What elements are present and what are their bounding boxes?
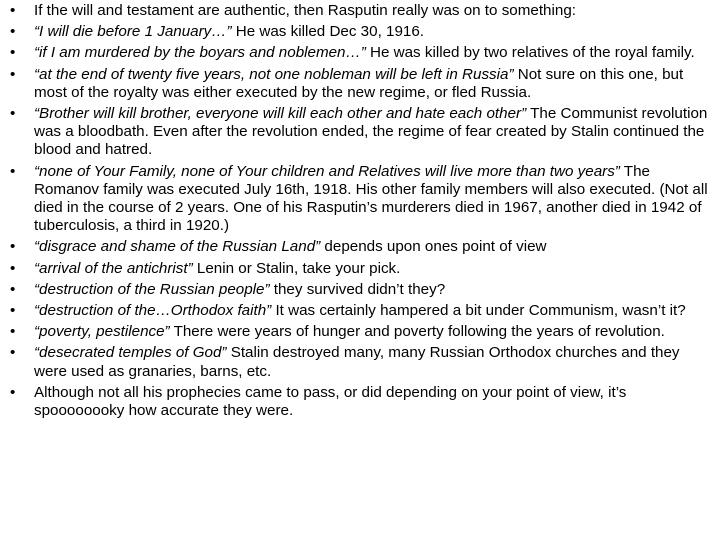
bullet-icon: • <box>10 162 16 180</box>
bullet-text: Although not all his prophecies came to pass, or did depending on your point of view, it’s spoooooooky how accurate they were. <box>34 383 627 420</box>
prophecy-quote: “desecrated temples of God” <box>34 344 227 362</box>
bullet-item <box>4 2 714 20</box>
bullet-item <box>4 163 714 236</box>
bullet-text: The Romanov family was executed July 16th, 1918. His other family members will also executed. (Not all died in the course of 2 years. One of his Rasputin’s murderers died in 1967, another died in 1942 of tuberculosis, a third in 1920.) <box>34 162 708 235</box>
bullet-item <box>4 260 714 278</box>
bullet-text: they survived didn’t they? <box>269 280 446 298</box>
bullet-item <box>4 238 714 256</box>
bullet-icon: • <box>10 238 16 256</box>
bullet-icon: • <box>10 44 16 62</box>
prophecy-quote: “destruction of the Russian people” <box>34 280 270 298</box>
prophecy-quote: “none of Your Family, none of Your children and Relatives will live more than two years” <box>34 162 620 180</box>
bullet-text: He was killed by two relatives of the royal family. <box>365 44 695 62</box>
bullet-icon: • <box>10 259 16 277</box>
bullet-item <box>4 23 714 41</box>
bullet-icon: • <box>10 2 16 19</box>
bullet-text: If the will and testament are authentic, then Rasputin really was on to something: <box>34 2 576 19</box>
bullet-icon: • <box>10 65 16 83</box>
bullet-list <box>4 2 714 420</box>
bullet-item <box>4 44 714 62</box>
bullet-item <box>4 66 714 102</box>
prophecy-quote: “poverty, pestilence” <box>34 323 170 341</box>
bullet-item <box>4 344 714 380</box>
bullet-icon: • <box>10 23 16 41</box>
bullet-icon: • <box>10 323 16 341</box>
bullet-icon: • <box>10 383 16 401</box>
bullet-item <box>4 323 714 341</box>
prophecy-quote: “if I am murdered by the boyars and noblemen…” <box>34 44 366 62</box>
bullet-icon: • <box>10 302 16 320</box>
bullet-text: Lenin or Stalin, take your pick. <box>192 259 401 277</box>
prophecy-quote: “at the end of twenty five years, not one nobleman will be left in Russia” <box>34 65 514 83</box>
bullet-text: There were years of hunger and poverty following the years of revolution. <box>169 323 665 341</box>
bullet-text: He was killed Dec 30, 1916. <box>231 23 425 41</box>
bullet-item <box>4 302 714 320</box>
bullet-icon: • <box>10 344 16 362</box>
bullet-text: Stalin destroyed many, many Russian Orthodox churches and they were used as granaries, barns, etc. <box>34 344 680 380</box>
bullet-icon: • <box>10 280 16 298</box>
bullet-icon: • <box>10 105 16 123</box>
bullet-text: depends upon ones point of view <box>320 238 547 256</box>
prophecy-quote: “Brother will kill brother, everyone will kill each other and hate each other” <box>34 105 527 123</box>
bullet-item <box>4 105 714 160</box>
bullet-item <box>4 281 714 299</box>
prophecy-quote: “I will die before 1 January…” <box>34 23 232 41</box>
prophecy-quote: “arrival of the antichrist” <box>34 259 193 277</box>
bullet-text: It was certainly hampered a bit under Communism, wasn’t it? <box>271 302 686 320</box>
bullet-text: Not sure on this one, but most of the royalty was either executed by the new regime, or fled Russia. <box>34 65 684 101</box>
prophecy-quote: “destruction of the…Orthodox faith” <box>34 302 272 320</box>
bullet-text: The Communist revolution was a bloodbath. Even after the revolution ended, the regime of fear created by Stalin continued the blood and hatred. <box>34 105 708 159</box>
prophecy-quote: “disgrace and shame of the Russian Land” <box>34 238 321 256</box>
bullet-item <box>4 384 714 420</box>
